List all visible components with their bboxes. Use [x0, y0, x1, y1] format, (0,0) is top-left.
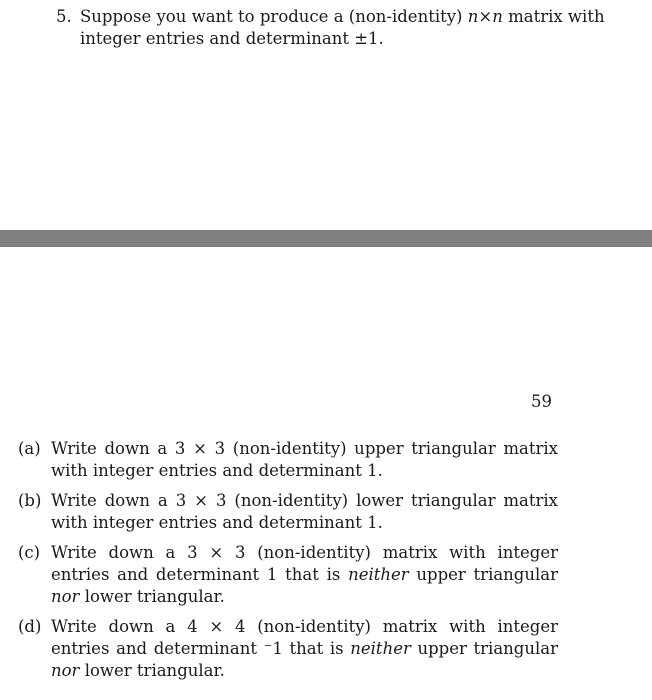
part-label: (b): [18, 491, 42, 510]
part-text-before: Write down a 4 × 4 (non-identity) matrix with integer entries and determinant: [51, 617, 558, 658]
part-text-middle: upper triangular: [410, 639, 558, 658]
problem-text-before: Suppose you want to produce a (non-identity): [80, 7, 468, 26]
part-b: [18, 490, 558, 534]
emphasis-nor: nor: [51, 587, 80, 606]
part-text: [51, 543, 558, 606]
math-n: n: [492, 7, 503, 26]
part-text: [51, 617, 558, 680]
part-label: (d): [18, 617, 42, 636]
emphasis-neither: neither: [348, 565, 409, 584]
part-text-middle: upper triangular: [408, 565, 558, 584]
determinant-value: ⁻1: [263, 639, 283, 658]
page-divider: [0, 230, 652, 247]
math-times: ×: [478, 7, 493, 26]
part-a: [18, 438, 558, 482]
part-text: Write down a 3 × 3 (non-identity) upper triangular matrix with integer entries and determinant 1.: [51, 439, 558, 480]
page-number: 59: [531, 392, 552, 411]
problem-number: 5.: [56, 7, 72, 26]
emphasis-neither: neither: [350, 639, 411, 658]
part-c: [18, 542, 558, 608]
part-text-after: lower triangular.: [79, 661, 225, 680]
problem-text-after: matrix with integer entries and determinant ±1.: [80, 7, 605, 48]
part-label: (a): [18, 439, 41, 458]
part-text: Write down a 3 × 3 (non-identity) lower triangular matrix with integer entries and determinant 1.: [51, 491, 558, 532]
problem-5: [56, 6, 636, 50]
math-n: n: [467, 7, 479, 26]
emphasis-nor: nor: [51, 661, 80, 680]
part-text-after: lower triangular.: [79, 587, 225, 606]
problem-statement: [80, 6, 636, 50]
part-label: (c): [18, 543, 41, 562]
part-text-middle: that is: [282, 639, 351, 658]
sub-questions: [18, 438, 558, 690]
part-text-before: Write down a 3 × 3 (non-identity) matrix with integer entries and determinant 1 that is: [51, 543, 558, 584]
part-d: [18, 616, 558, 682]
